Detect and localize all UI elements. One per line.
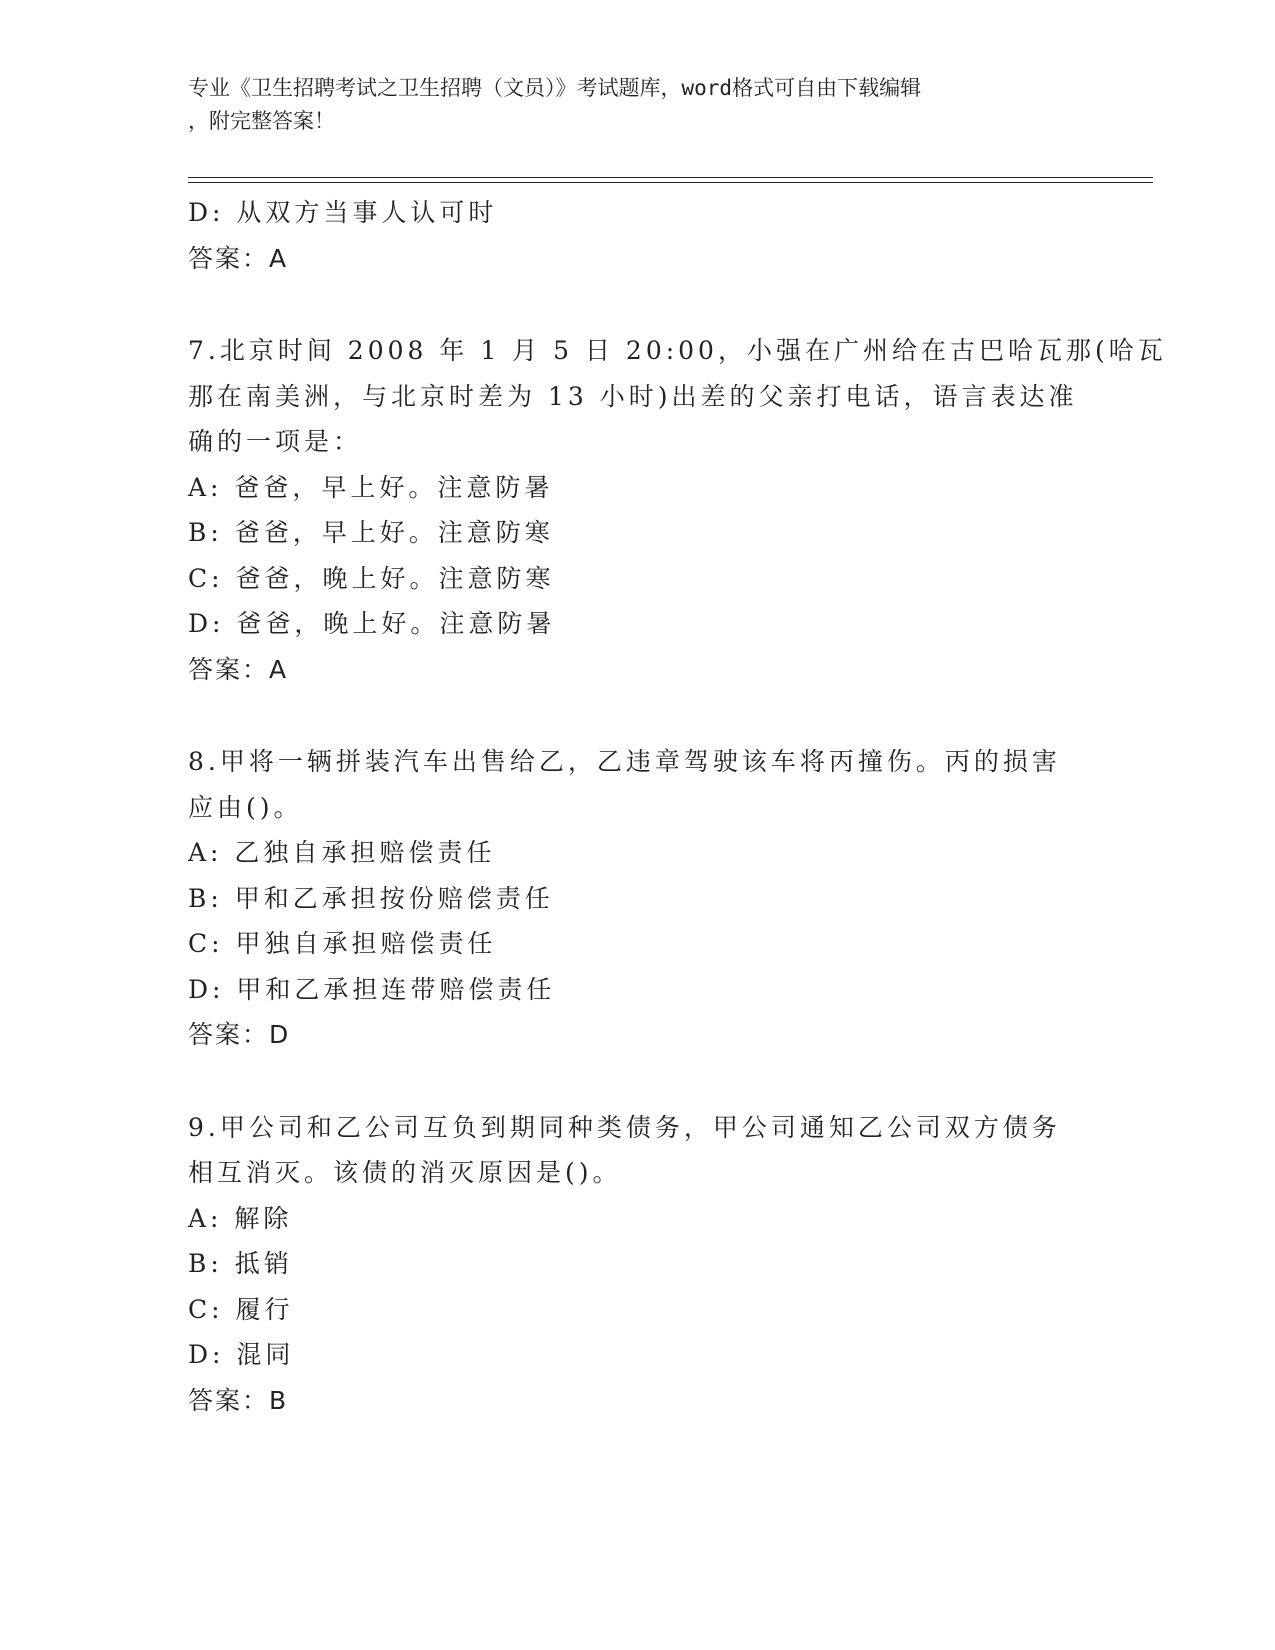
spacer bbox=[188, 281, 1088, 328]
question-stem: 那在南美洲，与北京时差为 13 小时)出差的父亲打电话，语言表达准 bbox=[188, 381, 1078, 411]
question-9 bbox=[188, 1105, 1088, 1424]
header-rule-bottom bbox=[188, 182, 1153, 183]
option-c: C: 爸爸，晚上好。注意防寒 bbox=[188, 563, 555, 593]
question-list bbox=[188, 190, 1167, 1423]
option-a: A: 解除 bbox=[188, 1203, 293, 1233]
answer-line: 答案：A bbox=[188, 654, 289, 684]
option-c: C: 履行 bbox=[188, 1294, 294, 1324]
option-d: D: 从双方当事人认可时 bbox=[188, 198, 498, 227]
question-stem: 7.北京时间 2008 年 1 月 5 日 20:00，小强在广州给在古巴哈瓦那(哈瓦 bbox=[188, 336, 1167, 365]
question-stem: 8.甲将一辆拼装汽车出售给乙，乙违章驾驶该车将丙撞伤。丙的损害 bbox=[188, 747, 1061, 776]
option-d: D: 爸爸，晚上好。注意防暑 bbox=[188, 609, 556, 638]
header-rule-top bbox=[188, 177, 1153, 178]
option-b: B: 抵销 bbox=[188, 1249, 293, 1278]
question-8 bbox=[188, 739, 1088, 1058]
carry-over-block bbox=[188, 190, 1088, 281]
question-stem: 9.甲公司和乙公司互负到期同种类债务，甲公司通知乙公司双方债务 bbox=[188, 1112, 1061, 1142]
option-a: A: 爸爸，早上好。注意防暑 bbox=[188, 472, 554, 502]
option-d: D: 甲和乙承担连带赔偿责任 bbox=[188, 974, 556, 1004]
answer-line: 答案：B bbox=[188, 1385, 289, 1415]
question-stem: 应由()。 bbox=[188, 792, 303, 822]
spacer bbox=[188, 692, 1088, 739]
document-header bbox=[188, 72, 1068, 138]
header-line-1: 专业《卫生招聘考试之卫生招聘（文员）》考试题库，word格式可自由下载编辑 bbox=[188, 76, 922, 100]
answer-line: 答案：A bbox=[188, 243, 289, 273]
header-line-2: ，附完整答案！ bbox=[188, 109, 335, 133]
question-stem: 相互消灭。该债的消灭原因是()。 bbox=[188, 1158, 622, 1187]
option-c: C: 甲独自承担赔偿责任 bbox=[188, 929, 497, 958]
question-stem: 确的一项是： bbox=[188, 427, 363, 456]
option-d: D: 混同 bbox=[188, 1340, 295, 1369]
option-a: A: 乙独自承担赔偿责任 bbox=[188, 838, 496, 867]
option-b: B: 甲和乙承担按份赔偿责任 bbox=[188, 883, 554, 913]
option-b: B: 爸爸，早上好。注意防寒 bbox=[188, 518, 554, 547]
spacer bbox=[188, 1058, 1088, 1105]
question-7 bbox=[188, 328, 1167, 692]
answer-line: 答案：D bbox=[188, 1020, 291, 1049]
